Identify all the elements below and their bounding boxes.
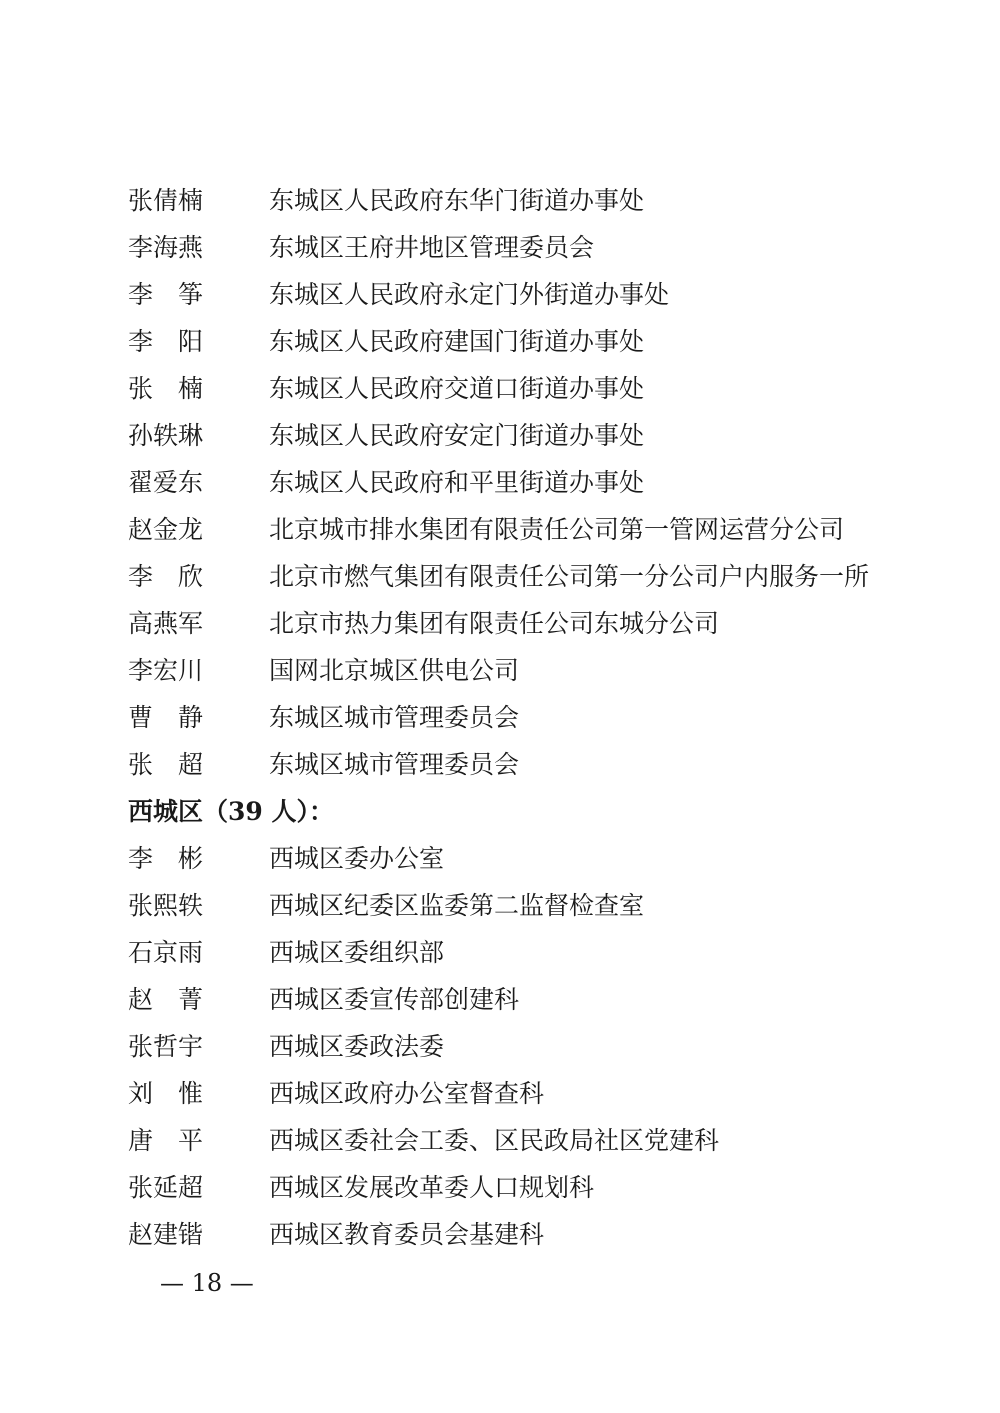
person-name: 张倩楠 xyxy=(128,186,204,215)
list-item xyxy=(128,1117,928,1164)
person-name: 张 超 xyxy=(128,750,204,779)
list-item xyxy=(128,1023,928,1070)
list-item xyxy=(128,459,928,506)
honoree-list xyxy=(128,177,928,1258)
list-item xyxy=(128,506,928,553)
person-name: 赵金龙 xyxy=(128,515,204,544)
person-name: 张熙轶 xyxy=(128,891,204,920)
person-organization: 西城区委宣传部创建科 xyxy=(269,985,520,1014)
list-item xyxy=(128,553,928,600)
person-organization: 西城区教育委员会基建科 xyxy=(269,1220,545,1249)
list-item xyxy=(128,647,928,694)
person-organization: 北京城市排水集团有限责任公司第一管网运营分公司 xyxy=(269,515,845,544)
list-item xyxy=(128,271,928,318)
person-name: 李 筝 xyxy=(128,280,204,309)
person-name: 张 楠 xyxy=(128,374,204,403)
person-organization: 东城区人民政府交道口街道办事处 xyxy=(269,374,645,403)
person-name: 张延超 xyxy=(128,1173,204,1202)
list-item xyxy=(128,177,928,224)
person-organization: 西城区委社会工委、区民政局社区党建科 xyxy=(269,1126,720,1155)
person-organization: 东城区城市管理委员会 xyxy=(269,750,520,779)
person-name: 李海燕 xyxy=(128,233,204,262)
person-organization: 东城区人民政府和平里街道办事处 xyxy=(269,468,645,497)
list-item xyxy=(128,929,928,976)
person-organization: 东城区王府井地区管理委员会 xyxy=(269,233,595,262)
person-name: 高燕军 xyxy=(128,609,204,638)
list-item xyxy=(128,365,928,412)
person-name: 赵建锴 xyxy=(128,1220,204,1249)
person-organization: 西城区委办公室 xyxy=(269,844,445,873)
person-name: 唐 平 xyxy=(128,1126,204,1155)
person-name: 孙轶琳 xyxy=(128,421,204,450)
person-organization: 西城区政府办公室督查科 xyxy=(269,1079,545,1108)
person-name: 李 彬 xyxy=(128,844,204,873)
person-organization: 西城区委政法委 xyxy=(269,1032,445,1061)
person-name: 张哲宇 xyxy=(128,1032,204,1061)
person-organization: 北京市燃气集团有限责任公司第一分公司户内服务一所 xyxy=(269,562,870,591)
person-name: 翟爱东 xyxy=(128,468,204,497)
person-organization: 东城区人民政府建国门街道办事处 xyxy=(269,327,645,356)
list-item xyxy=(128,1070,928,1117)
page-number: — 18 — xyxy=(160,1269,254,1297)
person-organization: 西城区纪委区监委第二监督检查室 xyxy=(269,891,645,920)
person-organization: 东城区人民政府永定门外街道办事处 xyxy=(269,280,670,309)
person-name: 李宏川 xyxy=(128,656,204,685)
person-name: 李 阳 xyxy=(128,327,204,356)
list-item xyxy=(128,1211,928,1258)
person-organization: 东城区城市管理委员会 xyxy=(269,703,520,732)
person-organization: 东城区人民政府东华门街道办事处 xyxy=(269,186,645,215)
list-item xyxy=(128,1164,928,1211)
person-name: 刘 惟 xyxy=(128,1079,204,1108)
list-item xyxy=(128,882,928,929)
list-item xyxy=(128,600,928,647)
person-name: 曹 静 xyxy=(128,703,204,732)
section-heading-xicheng: 西城区（39 人）： xyxy=(128,797,334,826)
person-organization: 东城区人民政府安定门街道办事处 xyxy=(269,421,645,450)
list-item xyxy=(128,976,928,1023)
person-organization: 西城区委组织部 xyxy=(269,938,445,967)
person-organization: 国网北京城区供电公司 xyxy=(269,656,520,685)
person-organization: 西城区发展改革委人口规划科 xyxy=(269,1173,595,1202)
list-item xyxy=(128,412,928,459)
list-item xyxy=(128,835,928,882)
list-item xyxy=(128,318,928,365)
list-item xyxy=(128,694,928,741)
list-item xyxy=(128,741,928,788)
person-organization: 北京市热力集团有限责任公司东城分公司 xyxy=(269,609,720,638)
list-item xyxy=(128,224,928,271)
person-name: 李 欣 xyxy=(128,562,204,591)
person-name: 赵 菁 xyxy=(128,985,204,1014)
person-name: 石京雨 xyxy=(128,938,204,967)
